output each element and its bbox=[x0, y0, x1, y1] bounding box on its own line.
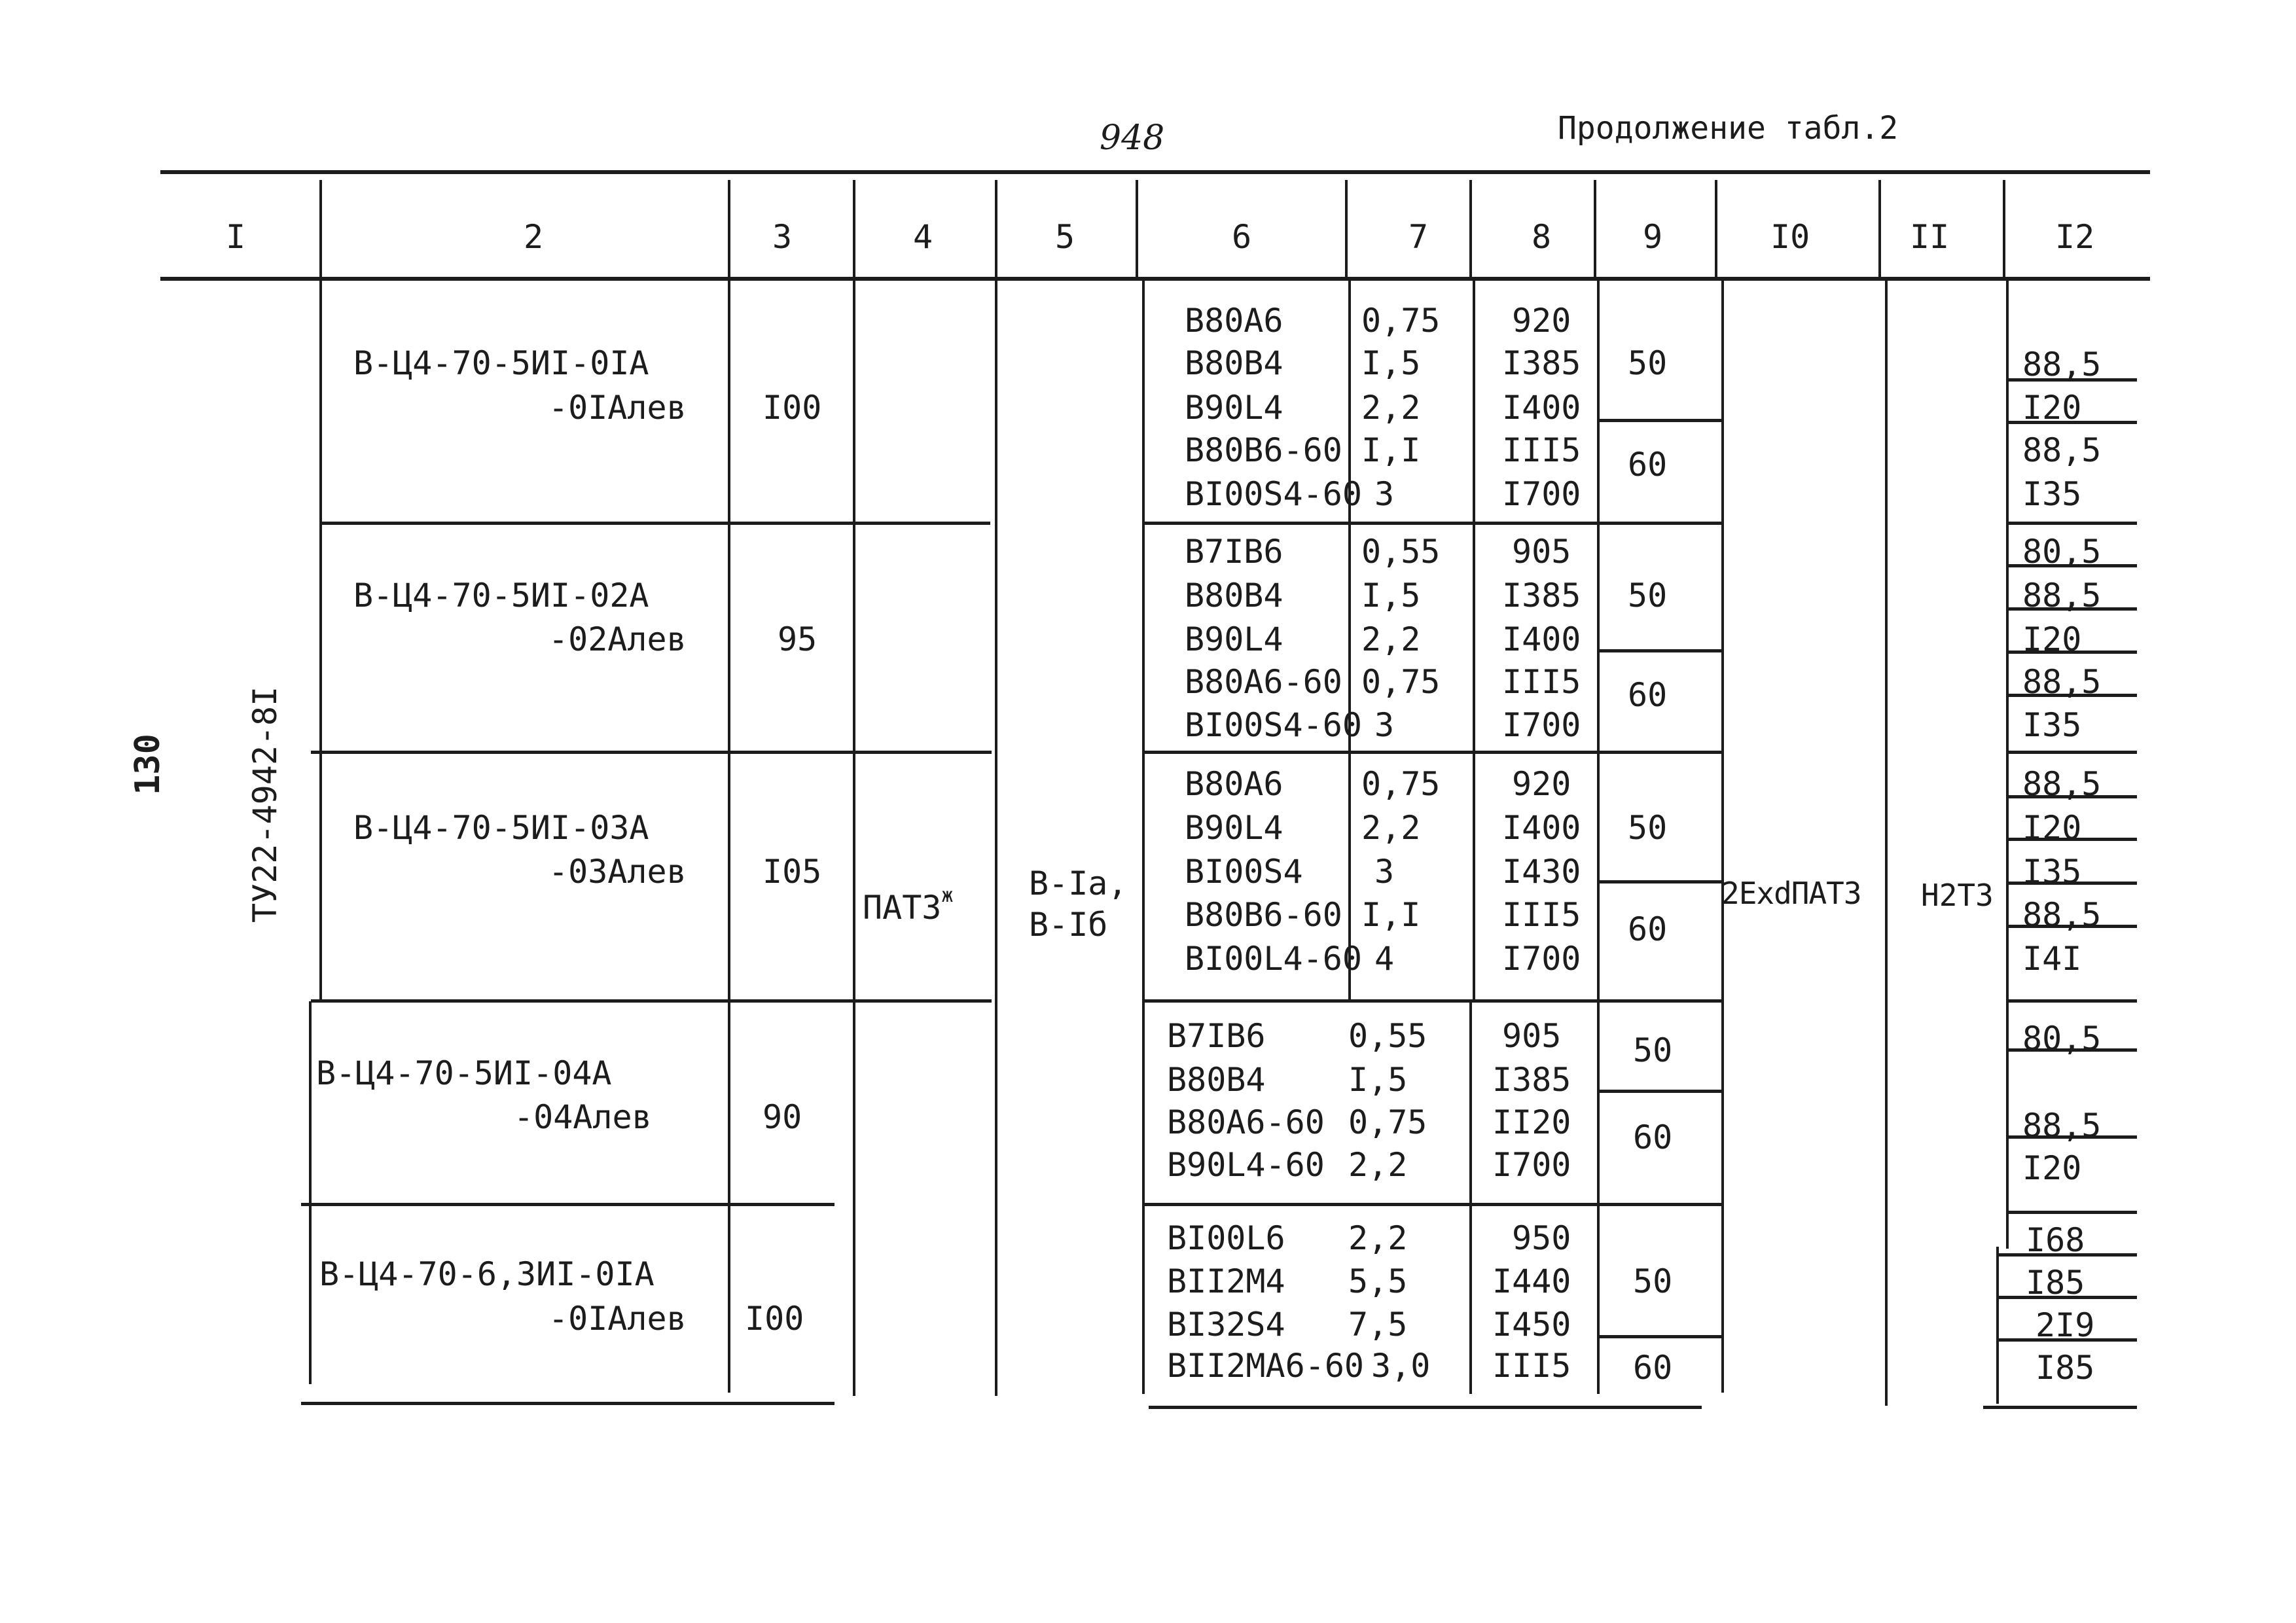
column-rule bbox=[995, 280, 997, 1396]
motor: ВII2МА6-60 bbox=[1167, 1347, 1365, 1385]
motor: В7IВ6 bbox=[1185, 533, 1283, 571]
column-header: 5 bbox=[1055, 218, 1075, 256]
col4-label: ПАТ3 bbox=[863, 889, 942, 927]
column-rule bbox=[1142, 1001, 1145, 1394]
col12-underline bbox=[1983, 1406, 2137, 1409]
freq-divider bbox=[1597, 1090, 1721, 1093]
col12-value: 2I9 bbox=[2036, 1306, 2095, 1344]
col12-value: I20 bbox=[2022, 620, 2082, 658]
row-divider bbox=[1142, 999, 1721, 1003]
column-rule bbox=[1597, 280, 1600, 1000]
freq: 50 bbox=[1628, 577, 1668, 615]
power: 2,2 bbox=[1348, 1219, 1408, 1257]
motor: В7IВ6 bbox=[1167, 1017, 1266, 1055]
motor: В90L4 bbox=[1185, 809, 1283, 847]
column-header: 6 bbox=[1232, 218, 1252, 256]
header-separator bbox=[1136, 180, 1138, 278]
fan-model-left: -04Алев bbox=[514, 1098, 652, 1136]
power: 2,2 bbox=[1361, 389, 1421, 427]
column-header: I0 bbox=[1770, 218, 1810, 256]
freq-divider bbox=[1597, 419, 1721, 422]
col12-underline bbox=[2006, 1211, 2137, 1214]
power: 3 bbox=[1374, 706, 1395, 744]
column-header: 2 bbox=[524, 218, 544, 256]
col3-value: I05 bbox=[762, 853, 822, 891]
rpm: I385 bbox=[1502, 577, 1581, 615]
motor: В80А6 bbox=[1185, 302, 1283, 340]
power: 3,0 bbox=[1371, 1347, 1431, 1385]
freq: 60 bbox=[1633, 1118, 1673, 1156]
rpm: III5 bbox=[1502, 896, 1581, 934]
power: I,I bbox=[1361, 896, 1421, 934]
rpm: 950 bbox=[1512, 1219, 1571, 1257]
power: 0,75 bbox=[1361, 663, 1441, 701]
rpm: 905 bbox=[1502, 1017, 1562, 1055]
fan-model: В-Ц4-70-5ИI-02А bbox=[353, 577, 649, 615]
col12-underline bbox=[2006, 751, 2137, 754]
rpm: I700 bbox=[1492, 1146, 1571, 1184]
col12-value: 88,5 bbox=[2022, 431, 2102, 469]
col12-value: I85 bbox=[2026, 1264, 2085, 1302]
header-top-rule bbox=[160, 170, 2150, 174]
motor: ВI00L6 bbox=[1167, 1219, 1285, 1257]
header-separator bbox=[1715, 180, 1717, 278]
row-divider bbox=[301, 1203, 834, 1206]
rpm: I400 bbox=[1502, 620, 1581, 658]
freq: 50 bbox=[1628, 809, 1668, 847]
column-header: I2 bbox=[2055, 218, 2095, 256]
motor: ВI00L4-60 bbox=[1185, 940, 1362, 978]
power: 0,75 bbox=[1348, 1103, 1427, 1141]
power: 3 bbox=[1374, 475, 1395, 513]
motor: В90L4 bbox=[1185, 620, 1283, 658]
fan-model: В-Ц4-70-5ИI-04А bbox=[316, 1054, 612, 1092]
motor: В80В4 bbox=[1167, 1061, 1266, 1099]
rpm: III5 bbox=[1502, 663, 1581, 701]
power: 2,2 bbox=[1361, 620, 1421, 658]
motor: ВI32S4 bbox=[1167, 1306, 1285, 1344]
header-bottom-rule bbox=[160, 277, 2150, 281]
column-header: 4 bbox=[913, 218, 933, 256]
column-rule bbox=[2006, 280, 2009, 1249]
power: 0,55 bbox=[1348, 1017, 1427, 1055]
page-number: 948 bbox=[1100, 118, 1165, 158]
rpm: II20 bbox=[1492, 1103, 1571, 1141]
fan-model: В-Ц4-70-5ИI-0IА bbox=[353, 344, 649, 382]
header-separator bbox=[1345, 180, 1348, 278]
ex-marking: 2ExdПАТ3 bbox=[1721, 876, 1861, 911]
tu-code: ТУ22-4942-8I bbox=[246, 686, 284, 923]
rpm: III5 bbox=[1492, 1347, 1571, 1385]
power: I,5 bbox=[1361, 577, 1421, 615]
col12-value: 88,5 bbox=[2022, 577, 2102, 615]
power: 7,5 bbox=[1348, 1306, 1408, 1344]
row-divider bbox=[301, 1402, 834, 1405]
rpm: I385 bbox=[1502, 344, 1581, 382]
column-header: 9 bbox=[1643, 218, 1663, 256]
col12-value: 88,5 bbox=[2022, 663, 2102, 701]
col12-value: I85 bbox=[2036, 1349, 2095, 1387]
header-separator bbox=[2003, 180, 2005, 278]
row-divider bbox=[1142, 522, 1721, 525]
power: 5,5 bbox=[1348, 1262, 1408, 1300]
col12-underline bbox=[2006, 999, 2137, 1003]
col12-value: I20 bbox=[2022, 1149, 2082, 1187]
freq-divider bbox=[1597, 1335, 1721, 1338]
column-header: I bbox=[226, 218, 246, 256]
temperature-class: Н2Т3 bbox=[1921, 878, 1994, 913]
header-separator bbox=[728, 180, 730, 278]
header-separator bbox=[995, 180, 997, 278]
motor: В90L4-60 bbox=[1167, 1146, 1325, 1184]
column-rule bbox=[1142, 280, 1145, 1000]
column-rule bbox=[1348, 280, 1351, 1000]
column-rule bbox=[309, 1001, 312, 1384]
column-rule bbox=[1473, 280, 1475, 1000]
row-divider bbox=[1142, 1203, 1721, 1206]
header-separator bbox=[1878, 180, 1881, 278]
motor: ВI00S4-60 bbox=[1185, 475, 1362, 513]
column-rule bbox=[1469, 1001, 1472, 1394]
rpm: I700 bbox=[1502, 940, 1581, 978]
power: I,5 bbox=[1348, 1061, 1408, 1099]
motor: В80А6-60 bbox=[1185, 663, 1342, 701]
power: I,5 bbox=[1361, 344, 1421, 382]
column-rule bbox=[319, 280, 322, 1000]
column-rule bbox=[1996, 1247, 1999, 1404]
header-separator bbox=[1594, 180, 1596, 278]
rpm: I430 bbox=[1502, 853, 1581, 891]
fan-model-left: -0IАлев bbox=[548, 389, 687, 427]
row-divider bbox=[1149, 1406, 1702, 1409]
freq: 50 bbox=[1633, 1031, 1673, 1069]
col12-value: I68 bbox=[2026, 1221, 2085, 1259]
rpm: 920 bbox=[1512, 765, 1571, 803]
row-divider bbox=[311, 751, 992, 754]
col12-value: 80,5 bbox=[2022, 533, 2102, 571]
rpm: I385 bbox=[1492, 1061, 1571, 1099]
motor: В80В6-60 bbox=[1185, 896, 1342, 934]
header-separator bbox=[1469, 180, 1472, 278]
motor: В80А6-60 bbox=[1167, 1103, 1325, 1141]
col12-value: I35 bbox=[2022, 853, 2082, 891]
col12-value: I20 bbox=[2022, 809, 2082, 847]
power: I,I bbox=[1361, 431, 1421, 469]
fan-model-left: -02Алев bbox=[548, 620, 687, 658]
rpm: I700 bbox=[1502, 475, 1581, 513]
power: 0,55 bbox=[1361, 533, 1441, 571]
col3-value: I00 bbox=[745, 1300, 804, 1338]
freq-divider bbox=[1597, 649, 1721, 652]
motor: В80А6 bbox=[1185, 765, 1283, 803]
col12-value: I35 bbox=[2022, 706, 2082, 744]
rpm: 920 bbox=[1512, 302, 1571, 340]
motor: В80В6-60 bbox=[1185, 431, 1342, 469]
power: 3 bbox=[1374, 853, 1395, 891]
motor: ВI00S4 bbox=[1185, 853, 1303, 891]
col3-value: I00 bbox=[762, 389, 822, 427]
col12-value: 80,5 bbox=[2022, 1020, 2102, 1058]
freq: 60 bbox=[1628, 446, 1668, 484]
freq-divider bbox=[1597, 880, 1721, 883]
fan-model-left: -03Алев bbox=[548, 853, 687, 891]
column-header: 3 bbox=[772, 218, 793, 256]
motor: В80В4 bbox=[1185, 344, 1283, 382]
rpm: III5 bbox=[1502, 431, 1581, 469]
rpm: I450 bbox=[1492, 1306, 1571, 1344]
freq: 60 bbox=[1628, 910, 1668, 948]
column-rule bbox=[1721, 280, 1724, 1393]
col3-value: 90 bbox=[762, 1098, 802, 1136]
side-code: 130 bbox=[128, 734, 168, 795]
freq: 50 bbox=[1628, 344, 1668, 382]
column-rule bbox=[1885, 280, 1888, 1406]
header-separator bbox=[853, 180, 855, 278]
row-divider bbox=[311, 999, 992, 1003]
rpm: I700 bbox=[1502, 706, 1581, 744]
power: 4 bbox=[1374, 940, 1395, 978]
fan-model: В-Ц4-70-5ИI-03А bbox=[353, 809, 649, 847]
row-divider bbox=[319, 522, 990, 525]
col12-value: I4I bbox=[2022, 940, 2082, 978]
col4-footnote-mark: ж bbox=[941, 884, 954, 907]
col12-value: I20 bbox=[2022, 389, 2082, 427]
freq: 60 bbox=[1628, 676, 1668, 714]
column-header: 8 bbox=[1532, 218, 1552, 256]
column-header: II bbox=[1910, 218, 1950, 256]
header-separator bbox=[319, 180, 322, 278]
power: 0,75 bbox=[1361, 765, 1441, 803]
col12-underline bbox=[2006, 522, 2137, 525]
column-rule bbox=[728, 280, 730, 1393]
power: 2,2 bbox=[1348, 1146, 1408, 1184]
freq: 60 bbox=[1633, 1349, 1673, 1387]
col12-value: I35 bbox=[2022, 475, 2082, 513]
col3-value: 95 bbox=[778, 620, 817, 658]
continuation-title: Продолжение табл.2 bbox=[1558, 110, 1899, 147]
fan-model-left: -0IАлев bbox=[548, 1300, 687, 1338]
power: 2,2 bbox=[1361, 809, 1421, 847]
rpm: 905 bbox=[1512, 533, 1571, 571]
rpm: I400 bbox=[1502, 809, 1581, 847]
column-rule bbox=[853, 280, 855, 1396]
motor: В90L4 bbox=[1185, 389, 1283, 427]
col12-value: 88,5 bbox=[2022, 1107, 2102, 1145]
col12-value: 88,5 bbox=[2022, 346, 2102, 383]
col12-value: 88,5 bbox=[2022, 896, 2102, 934]
zone-class-2: В-Iб bbox=[1029, 906, 1108, 944]
column-header: 7 bbox=[1408, 218, 1429, 256]
motor: В80В4 bbox=[1185, 577, 1283, 615]
freq: 50 bbox=[1633, 1262, 1673, 1300]
fan-model: В-Ц4-70-6,3ИI-0IА bbox=[319, 1255, 655, 1293]
rpm: I400 bbox=[1502, 389, 1581, 427]
power: 0,75 bbox=[1361, 302, 1441, 340]
zone-class-1: В-Iа, bbox=[1029, 865, 1128, 902]
rpm: I440 bbox=[1492, 1262, 1571, 1300]
explosion-protection-mark bbox=[863, 884, 954, 927]
motor: ВI00S4-60 bbox=[1185, 706, 1362, 744]
row-divider bbox=[1142, 751, 1721, 754]
motor: ВII2М4 bbox=[1167, 1262, 1285, 1300]
col12-value: 88,5 bbox=[2022, 765, 2102, 803]
